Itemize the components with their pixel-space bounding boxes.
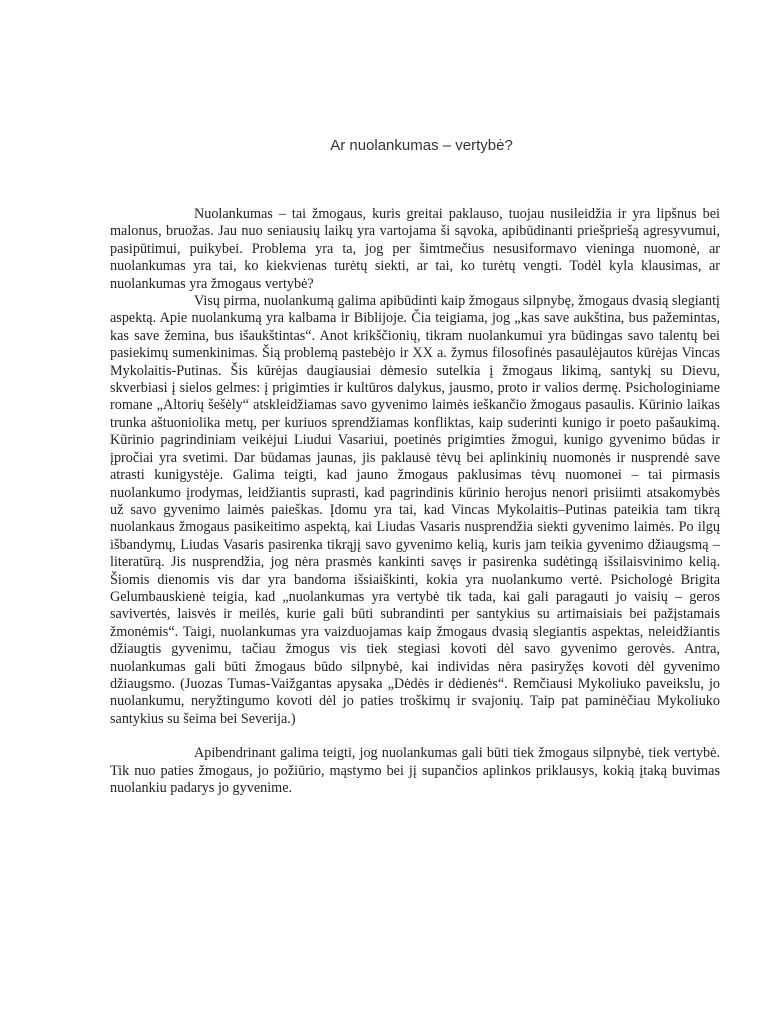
document-body	[110, 206, 720, 797]
document-title: Ar nuolankumas – vertybė?	[330, 137, 513, 154]
paragraph-conclusion: Apibendrinant galima teigti, jog nuolankumas gali būti tiek žmogaus silpnybė, tiek vertybė. Tik nuo paties žmogaus, jo požiūrio, mąstymo bei jį supančios aplinkos priklausys, kokią įtaką buvimas nuolankiu padarys jo gyvenime.	[110, 745, 720, 796]
paragraph-argument: Visų pirma, nuolankumą galima apibūdinti kaip žmogaus silpnybę, žmogaus dvasią slegiantį aspektą. Apie nuolankumą yra kalbama ir Biblijoje. Čia teigiama, jog „kas save aukština, bus pažemintas, kas save žemina, bus išaukštintas“. Anot krikščionių, tikram nuolankumui yra būdingas savo talentų bei pasiekimų sumenkinimas. Šią problemą pastebėjo ir XX a. žymus filosofinės pasaulėjautos kūrėjas Vincas Mykolaitis-Putinas. Šis kūrėjas daugiausiai dėmesio sutelkia į žmogaus likimą, santykį su Dievu, skverbiasi į sielos gelmes: į prigimties ir kultūros dalykus, jausmo, proto ir valios dermę. Psichologiniame romane „Altorių šešėly“ atskleidžiamas savo gyvenimo laimės ieškančio žmogaus pasaulis. Kūrinio laikas trunka aštuoniolika metų, per kuriuos sprendžiamas konfliktas, kaip suderinti kunigo ir poeto pašaukimą. Kūrinio pagrindiniam veikėjui Liudui Vasariui, poetinės prigimties žmogui, kunigo gyvenimo būdas ir įpročiai yra svetimi. Dar būdamas jaunas, jis paklausė tėvų bei aplinkinių nuomonės ir nusprendė save atrasti kunigystėje. Galima teigti, kad jauno žmogaus paklusimas tėvų nuomonei – tai pirmasis nuolankumo įrodymas, leidžiantis suprasti, kad pagrindinis kūrinio herojus nenori prisiimti atsakomybės už savo gyvenimo laimės paieškas. Įdomu yra tai, kad Vincas Mykolaitis–Putinas pateikia tam tikrą nuolankaus žmogaus pasikeitimo aspektą, kai Liudas Vasaris nusprendžia siekti gyvenimo laimės. Po ilgų išbandymų, Liudas Vasaris pasirenka tikrąjį savo gyvenimo kelią, kuris jam teikia gyvenimo džiaugsmą – literatūrą. Jis nusprendžia, jog nėra prasmės kankinti savęs ir pasirenka sudėtingą išsilaisvinimo kelią. Šiomis dienomis vis dar yra bandoma išsiaiškinti, kokia yra nuolankumo vertė. Psichologė Brigita Gelumbauskienė teigia, kad „nuolankumas yra vertybė tik tada, kai gali paragauti jo vaisių – geros savivertės, laisvės ir meilės, kurie gali būti subrandinti per santykius su artimaisiais bei pažįstamais žmonėmis“. Taigi, nuolankumas yra vaizduojamas kaip žmogaus dvasią slegiantis aspektas, neleidžiantis džiaugtis gyvenimu, tačiau žmogus vis tiek stegiasi kovoti dėl savo gyvenimo gerovės. Antra, nuolankumas gali būti žmogaus būdo silpnybė, kai individas nėra pasiryžęs kovoti dėl gyvenimo džiaugsmo. (Juozas Tumas-Vaižgantas apysaka „Dėdės ir dėdienės“. Remčiausi Mykoliuko paveikslu, jo nuolankumu, neryžtingumo kovoti dėl jo paties troškimų ir svajonių. Taip pat paminėčiau Mykoliuko santykius su šeima bei Severija.)	[110, 293, 720, 727]
paragraph-introduction: Nuolankumas – tai žmogaus, kuris greitai paklauso, tuojau nusileidžia ir yra lipšnus bei malonus, bruožas. Jau nuo seniausių laikų yra vartojama ši sąvoka, apibūdinanti priešpriešą agresyvumui, pasipūtimui, puikybei. Problema yra ta, jog per šimtmečius nesusiformavo vieninga nuomonė, ar nuolankumas yra tai, ko kiekvienas turėtų siekti, ar tai, ko turėtų vengti. Todėl kyla klausimas, ar nuolankumas yra žmogaus vertybė?	[110, 206, 720, 292]
